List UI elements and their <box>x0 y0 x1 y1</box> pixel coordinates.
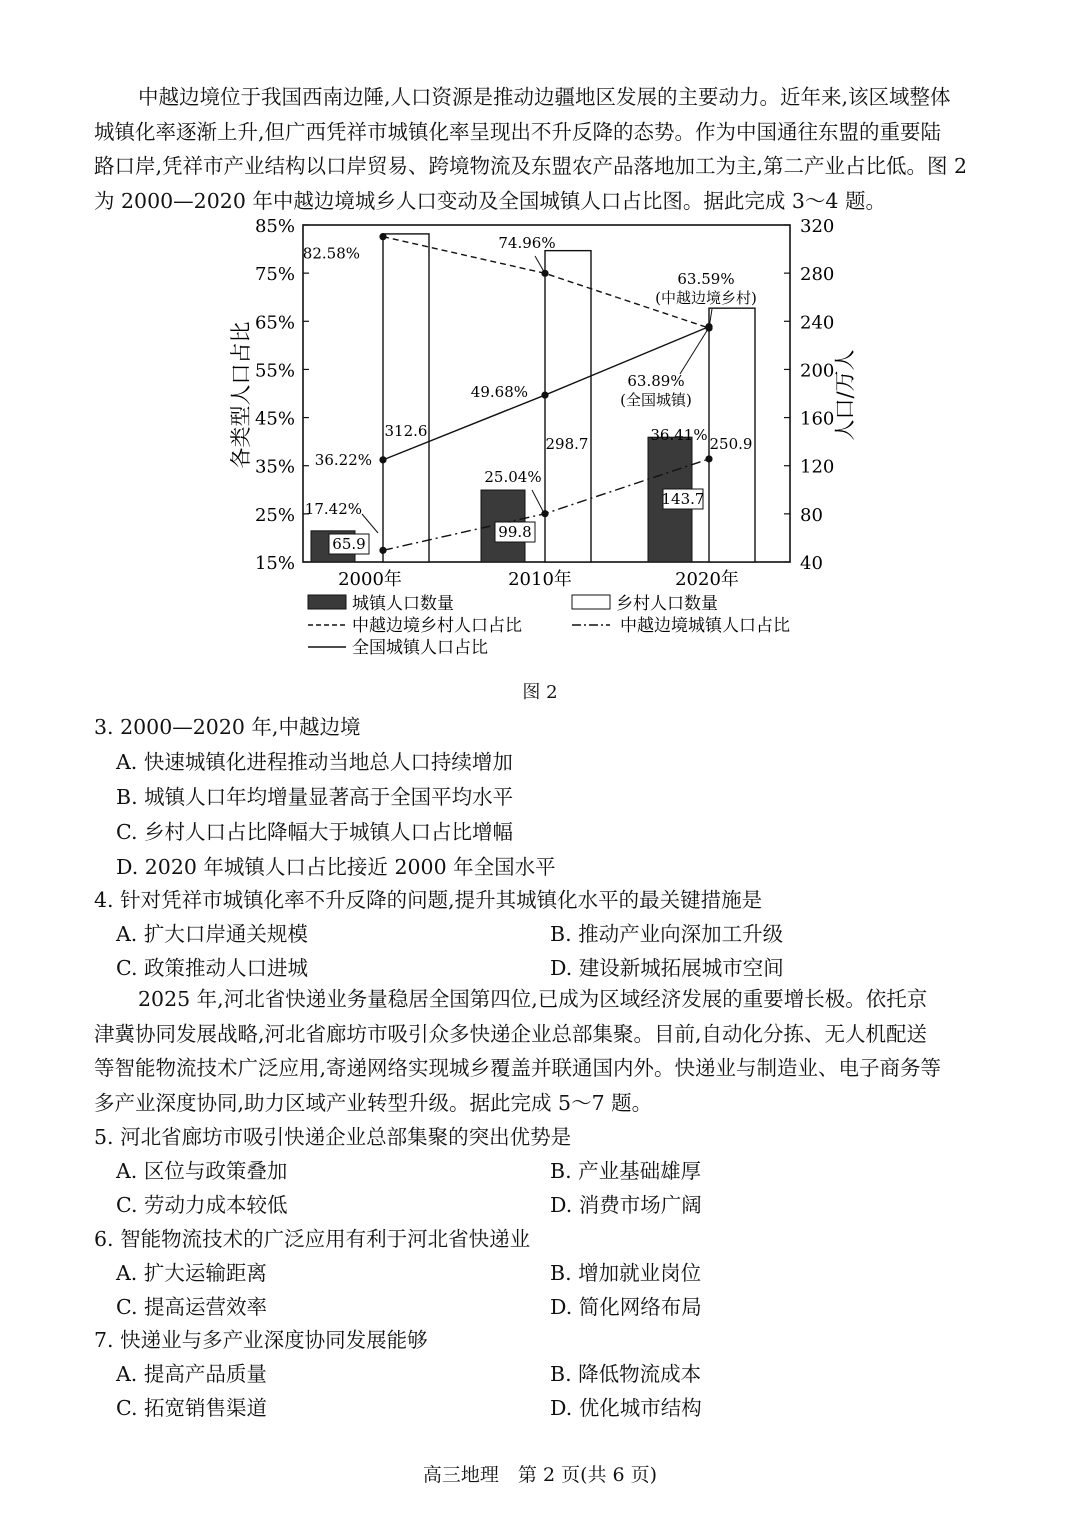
q5-option-b: B. 产业基础雄厚 <box>550 1159 702 1183</box>
legend-label: 全国城镇人口占比 <box>352 638 488 658</box>
y2-tick-label: 320 <box>800 216 835 237</box>
urban-pct-label: 17.42% <box>304 500 362 518</box>
y-tick-label: 25% <box>254 504 295 526</box>
q3-option-c: C. 乡村人口占比降幅大于城镇人口占比增幅 <box>116 820 513 844</box>
rural-num-label: 298.7 <box>545 435 589 453</box>
y-tick-label: 65% <box>254 312 295 334</box>
q5-option-a: A. 区位与政策叠加 <box>116 1159 288 1183</box>
y-tick-label: 45% <box>254 408 295 430</box>
intro-paragraph-2 <box>94 982 994 1120</box>
intro2-line-4: 多产业深度协同,助力区域产业转型升级。据此完成 5～7 题。 <box>94 1090 653 1115</box>
legend-label: 中越边境乡村人口占比 <box>352 616 522 636</box>
q5-stem: 5. 河北省廊坊市吸引快递企业总部集聚的突出优势是 <box>94 1125 572 1149</box>
y2-tick-label: 280 <box>800 264 835 286</box>
q4-option-b: B. 推动产业向深加工升级 <box>550 922 784 946</box>
q3-option-b: B. 城镇人口年均增量显著高于全国平均水平 <box>116 785 514 809</box>
y2-tick-label: 240 <box>800 312 835 334</box>
y-tick-label: 15% <box>254 553 295 574</box>
q4-option-c: C. 政策推动人口进城 <box>116 956 308 980</box>
q6-stem: 6. 智能物流技术的广泛应用有利于河北省快递业 <box>94 1227 531 1251</box>
rural-pct-line-point <box>379 233 386 240</box>
intro1-line-1: 中越边境位于我国西南边陲,人口资源是推动边疆地区发展的主要动力。近年来,该区域整体 <box>138 85 951 109</box>
figure-caption: 图 2 <box>522 682 558 703</box>
national-pct-line-point <box>541 391 548 398</box>
q3-option-d: D. 2020 年城镇人口占比接近 2000 年全国水平 <box>116 855 556 879</box>
national-pct-label: 49.68% <box>470 383 528 401</box>
label-leader <box>535 256 545 273</box>
y-tick-label: 35% <box>254 456 295 478</box>
y-axis-title: 各类型人口占比 <box>229 321 253 469</box>
q3-stem: 3. 2000—2020 年,中越边境 <box>94 715 361 739</box>
q7-option-c: C. 拓宽销售渠道 <box>116 1396 267 1420</box>
rural-pct-label: 74.96% <box>498 234 556 252</box>
urban-pct-label: 25.04% <box>484 468 542 486</box>
y2-tick-label: 40 <box>800 553 823 574</box>
y-tick-label: 55% <box>254 360 295 382</box>
y2-tick-label: 80 <box>800 504 823 526</box>
q7-stem: 7. 快递业与多产业深度协同发展能够 <box>94 1328 428 1352</box>
rural-pct-label: 82.58% <box>302 244 360 263</box>
legend-urban-swatch <box>308 595 346 609</box>
legend-label: 城镇人口数量 <box>352 594 454 614</box>
x-tick-label: 2020年 <box>675 569 739 590</box>
urban-pct-line-point <box>705 455 712 462</box>
national-pct-line-point <box>379 456 386 463</box>
national-pct-label: 36.22% <box>314 450 372 469</box>
q7-option-a: A. 提高产品质量 <box>116 1362 267 1386</box>
rural-num-label: 250.9 <box>709 435 753 453</box>
q7-option-d: D. 优化城市结构 <box>550 1396 702 1420</box>
label-leader <box>362 514 378 533</box>
q6-option-d: D. 简化网络布局 <box>550 1295 702 1319</box>
intro1-line-2: 城镇化率逐渐上升,但广西凭祥市城镇化率呈现出不升反降的态势。作为中国通往东盟的重要陆 <box>94 119 942 144</box>
national-pct-label: 63.89% <box>627 372 685 390</box>
urban-num-label: 99.8 <box>498 523 532 541</box>
urban-num-label: 65.9 <box>332 535 366 553</box>
rural-bar <box>383 234 429 562</box>
intro2-line-1: 2025 年,河北省快递业务量稳居全国第四位,已成为区域经济发展的重要增长极。依托京 <box>138 987 928 1011</box>
urban-num-label: 143.7 <box>661 490 705 508</box>
urban-pct-line-point <box>379 547 386 554</box>
y2-tick-label: 160 <box>800 408 835 430</box>
intro2-line-3: 等智能物流技术广泛应用,寄递网络实现城乡覆盖并联通国内外。快递业与制造业、电子商务等 <box>94 1056 942 1080</box>
rural-bar <box>545 251 591 562</box>
label-leader <box>532 490 545 515</box>
legend-label: 乡村人口数量 <box>616 594 718 614</box>
y2-tick-label: 120 <box>800 456 835 478</box>
q7-option-b: B. 降低物流成本 <box>550 1362 702 1386</box>
legend-rural-swatch <box>572 595 610 609</box>
urban-pct-label: 36.41% <box>650 426 708 444</box>
q6-option-b: B. 增加就业岗位 <box>550 1261 702 1285</box>
q6-option-c: C. 提高运营效率 <box>116 1295 267 1319</box>
intro1-line-3: 路口岸,凭祥市产业结构以口岸贸易、跨境物流及东盟农产品落地加工为主,第二产业占比低。图 2 <box>94 154 968 178</box>
population-chart <box>0 0 1080 680</box>
page-footer: 高三地理 第 2 页(共 6 页) <box>422 1464 658 1486</box>
y-tick-label: 75% <box>254 264 295 286</box>
q4-option-a: A. 扩大口岸通关规模 <box>116 922 308 946</box>
y2-tick-label: 200 <box>800 360 835 382</box>
legend-label: 中越边境城镇人口占比 <box>620 616 790 636</box>
y-tick-label: 85% <box>254 216 295 237</box>
x-tick-label: 2000年 <box>338 569 402 590</box>
national-pct-note: (全国城镇) <box>620 391 692 409</box>
q4-option-d: D. 建设新城拓展城市空间 <box>550 956 784 980</box>
intro1-line-4: 为 2000—2020 年中越边境城乡人口变动及全国城镇人口占比图。据此完成 3～4 题。 <box>94 188 886 213</box>
q3-option-a: A. 快速城镇化进程推动当地总人口持续增加 <box>116 750 513 774</box>
q4-stem: 4. 针对凭祥市城镇化率不升反降的问题,提升其城镇化水平的最关键措施是 <box>94 888 763 912</box>
rural-num-label: 312.6 <box>384 422 428 440</box>
y2-axis-title: 人口/万人 <box>833 349 857 441</box>
x-tick-label: 2010年 <box>508 569 572 590</box>
q5-option-c: C. 劳动力成本较低 <box>116 1193 288 1217</box>
q6-option-a: A. 扩大运输距离 <box>116 1261 267 1285</box>
rural-pct-note: (中越边境乡村) <box>655 289 757 307</box>
rural-pct-label: 63.59% <box>677 270 735 288</box>
q5-option-d: D. 消费市场广阔 <box>550 1193 702 1217</box>
intro2-line-2: 津冀协同发展战略,河北省廊坊市吸引众多快递企业总部集聚。目前,自动化分拣、无人机配送 <box>94 1021 928 1046</box>
